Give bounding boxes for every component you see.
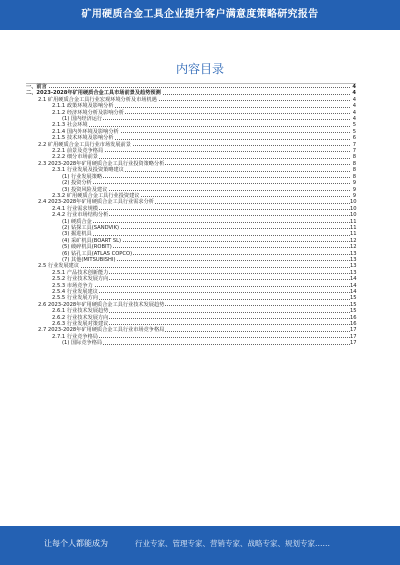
toc-entry-text: 二、2023-2028年矿用硬质合金工具市场前景及趋势预测	[26, 90, 161, 97]
toc-page-number: 8	[352, 167, 356, 174]
toc-entry-text: 2.7 2023-2028年矿用硬质合金工具行业市场竞争格局	[38, 327, 165, 334]
toc-page-number: 4	[352, 109, 356, 116]
toc-page-number: 16	[350, 321, 357, 328]
toc-page-number: 15	[350, 308, 357, 315]
toc-leader-dots	[62, 222, 350, 223]
toc-leader-dots	[38, 267, 350, 268]
toc-page-number: 17	[350, 327, 357, 334]
toc-page-number: 17	[350, 333, 357, 340]
toc-entry-text: 2.1.2 经济环境分析及影响分析	[52, 109, 124, 116]
toc-page-number: 5	[352, 128, 356, 135]
toc-entry-text: 2.5.2 行业技术发展方向	[52, 276, 109, 283]
report-header	[0, 0, 400, 30]
toc-entry-text: 2.4 2023-2028年矿用硬质合金工具行业需求分析	[38, 199, 154, 206]
toc-page-number: 4	[352, 103, 356, 110]
toc-page-number: 4	[352, 90, 356, 97]
toc-page-number: 14	[350, 276, 357, 283]
toc-page-number: 11	[350, 231, 357, 238]
footer-tagline: 行业专家、管理专家、营销专家、战略专家、规划专家……	[135, 539, 330, 548]
toc-entry-text: 2.1 矿用硬质合金工具行业宏观环境分析及市场机遇	[38, 96, 157, 103]
toc-page-number: 16	[350, 314, 357, 321]
toc-page-number: 11	[350, 218, 357, 225]
toc-page-number: 8	[352, 154, 356, 161]
toc-page-number: 8	[352, 160, 356, 167]
toc-page-number: 10	[350, 205, 357, 212]
toc-page-number: 11	[350, 224, 357, 231]
toc-entry-text: (3) 掘进机具	[62, 231, 92, 238]
toc-page-number: 13	[350, 269, 357, 276]
toc-entry-text: 2.2 矿用硬质合金工具行业市场发展前景	[38, 141, 131, 148]
toc-heading: 内容目录	[175, 62, 224, 76]
toc-page-number: 8	[352, 173, 356, 180]
toc-entry-text: (2) 投资分析	[62, 180, 92, 187]
toc-page-number: 9	[352, 186, 356, 193]
toc-entry-text: (2) 钻探工具(SANDVIK)	[62, 224, 119, 231]
toc-entry-text: 2.5.5 行业发展方向	[52, 295, 98, 302]
toc-entry-text: (5) 破碎机具(ROBIT)	[62, 244, 112, 251]
toc-page-number: 10	[350, 199, 357, 206]
toc-page-number: 13	[350, 256, 357, 263]
toc-leader-dots	[62, 177, 350, 178]
toc-page-number: 4	[352, 84, 356, 90]
toc-page-number: 9	[352, 192, 356, 199]
toc-entry-text: (1) 硬质合金	[62, 218, 92, 225]
toc-entry-text: 2.3 2023-2028年矿用硬质合金工具行业投资策略分析	[38, 160, 165, 167]
toc-leader-dots	[62, 119, 350, 120]
toc-page-number: 4	[352, 96, 356, 103]
toc-leader-dots	[62, 235, 350, 236]
toc-leader-dots	[62, 344, 350, 345]
toc-entry-text: 2.1.5 技术环境及影响分析	[52, 135, 114, 142]
toc-leader-dots	[26, 87, 350, 88]
toc-entry-text: 2.1.1 政策环境及影响分析	[52, 103, 114, 110]
toc-entry[interactable]	[26, 340, 356, 346]
toc-entry-text: 2.2.2 细分市场前景	[52, 154, 98, 161]
toc-entry-text: 2.5.3 市场竞争力	[52, 282, 93, 289]
toc-entry-text: 一、前言	[26, 84, 47, 90]
toc-entry-text: 2.6.2 行业技术发展方向	[52, 314, 109, 321]
toc-page-number: 13	[350, 250, 357, 257]
toc-entry-text: 2.4.2 行业市场结构分析	[52, 212, 109, 219]
toc-page-number: 15	[350, 301, 357, 308]
toc-page-number: 13	[350, 263, 357, 270]
toc-page-number: 12	[350, 237, 357, 244]
toc-entry-text: 2.4.1 行业需求规模	[52, 205, 98, 212]
toc-page-number: 5	[352, 122, 356, 129]
toc-page-number: 12	[350, 244, 357, 251]
toc-entry-text: 2.3.2 矿用硬质合金工具行业投资建议	[52, 192, 140, 199]
toc-page-number: 7	[352, 148, 356, 155]
toc-page-number: 7	[352, 141, 356, 148]
toc-entry-text: (4) 采矿机具(BOART SL)	[62, 237, 122, 244]
toc-entry-text: (1) 行业发展策略	[62, 173, 103, 180]
toc-entry-text: 2.7.1 行业竞争格局	[52, 333, 98, 340]
toc-page-number: 6	[352, 135, 356, 142]
toc-entry-text: (1) 国内经济运行	[62, 116, 103, 123]
toc-entry-text: 2.5.4 行业发展建议	[52, 289, 98, 295]
toc-page-number: 10	[350, 212, 357, 219]
toc-entry-text: (6) 钻孔工具(ATLAS COPCO)	[62, 250, 133, 257]
toc-page-number: 15	[350, 295, 357, 302]
toc-entry-text: 2.5.1 产品技术创新能力	[52, 269, 109, 276]
report-title: 矿用硬质合金工具企业提升客户满意度策略研究报告	[81, 9, 319, 20]
toc-page-number: 14	[350, 282, 357, 289]
toc-entry-text: 2.1.4 国内外环境及影响分析	[52, 128, 119, 135]
toc-entry-text: 2.6.1 行业技术发展趋势	[52, 308, 109, 315]
toc-entry-text: 2.6.3 行业发展对策建议	[52, 321, 109, 328]
toc-entry-text: (7) 其他(MITSUBISHI)	[62, 256, 116, 263]
table-of-contents	[26, 84, 356, 347]
toc-entry-text: (3) 投资风险及建议	[62, 186, 108, 193]
toc-entry-text: 2.5 行业发展建议	[38, 263, 80, 270]
toc-page-number: 4	[352, 116, 356, 123]
toc-leader-dots	[62, 183, 350, 184]
toc-entry-text: 2.3.1 行业发展及投资策略建议	[52, 167, 124, 174]
footer-banner	[0, 526, 400, 565]
toc-page-number: 14	[350, 289, 357, 295]
toc-entry-text: 2.6 2023-2028年矿用硬质合金工具行业技术发展趋势	[38, 301, 165, 308]
toc-entry-text: 2.1.3 社会环境	[52, 122, 88, 129]
toc-entry-text: (1) 国际竞争格局	[62, 340, 103, 347]
toc-page-number: 17	[350, 340, 357, 347]
footer-slogan: 让每个人都能成为	[44, 539, 108, 548]
toc-entry-text: 2.2.1 前景及竞争格局	[52, 148, 104, 155]
toc-page-number: 9	[352, 180, 356, 187]
toc-leader-dots	[52, 126, 350, 127]
toc-leader-dots	[52, 286, 350, 287]
